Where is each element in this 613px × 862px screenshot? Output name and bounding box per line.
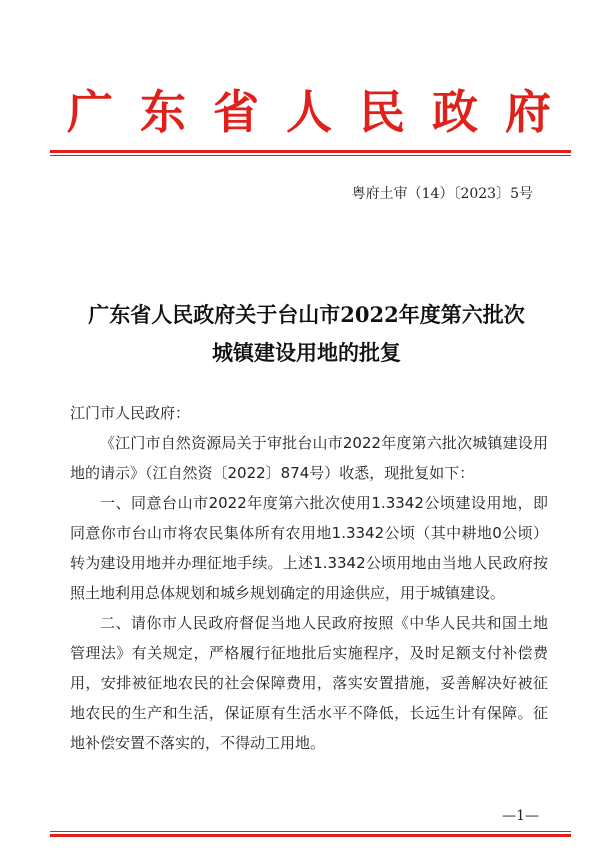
title-line-1: 广东省人民政府关于台山市2022年度第六批次 [88, 302, 525, 327]
footer-divider-thick [50, 834, 571, 837]
masthead-divider-thin [50, 155, 571, 156]
document-number: 粤府土审（14）〔2023〕5号 [351, 186, 533, 202]
title-line-2: 城镇建设用地的批复 [212, 340, 401, 365]
document-body [70, 398, 548, 758]
body-paragraph-1: 《江门市自然资源局关于审批台山市2022年度第六批次城镇建设用地的请示》（江自然资〔2022〕874号）收悉，现批复如下： [70, 434, 548, 482]
issuer-masthead: 广东省人民政府 [67, 85, 578, 139]
masthead-divider-thick [50, 150, 571, 153]
footer-divider-thin [50, 831, 571, 832]
body-paragraph-2: 一、同意台山市2022年度第六批次使用1.3342公顷建设用地，即同意你市台山市将农民集体所有农用地1.3342公顷（其中耕地0公顷）转为建设用地并办理征地手续。上述1.3342公顷用地由当地人民政府按照土地利用总体规划和城乡规划确定的用途供应，用于城镇建设。 [70, 494, 548, 602]
document-title [60, 296, 553, 372]
body-paragraph-3: 二、请你市人民政府督促当地人民政府按照《中华人民共和国土地管理法》有关规定，严格履行征地批后实施程序，及时足额支付补偿费用，安排被征地农民的社会保障费用，落实安置措施，妥善解决好被征地农民的生产和生活，保证原有生活水平不降低，长远生计有保障。征地补偿安置不落实的，不得动工用地。 [70, 614, 548, 752]
page-number: —1— [502, 808, 539, 824]
salutation: 江门市人民政府： [70, 404, 191, 422]
